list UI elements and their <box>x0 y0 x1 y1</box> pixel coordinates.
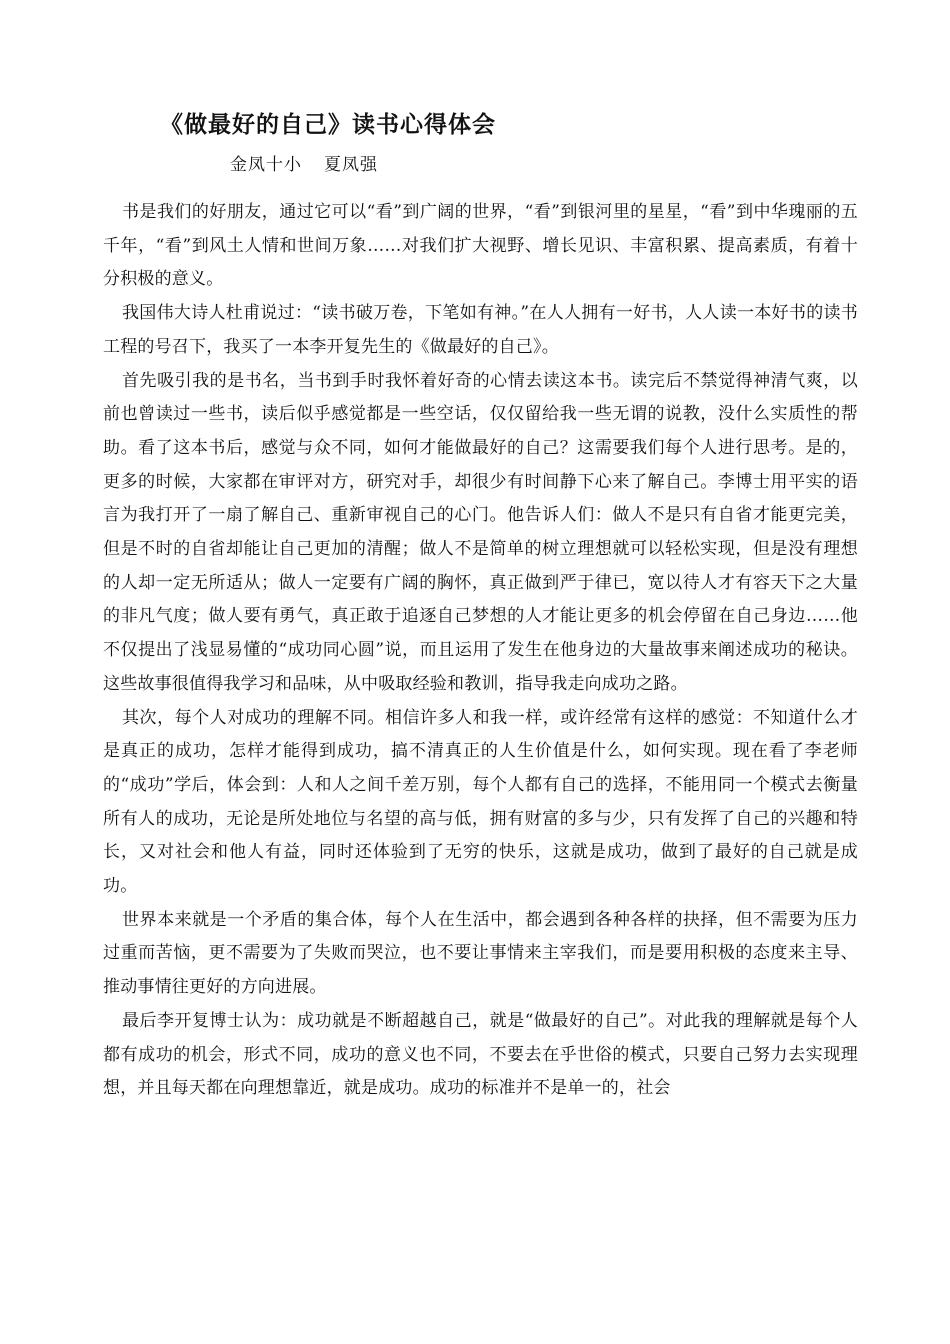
paragraph-4: 其次，每个人对成功的理解不同。相信许多人和我一样，或许经常有这样的感觉：不知道什么才是真正的成功，怎样才能得到成功，搞不清真正的人生价值是什么，如何实现。现在看了李老师的“成功”学后，体会到：人和人之间千差万别，每个人都有自己的选择，不能用同一个模式去衡量所有人的成功，无论是所处地位与名望的高与低，拥有财富的多与少，只有发挥了自己的兴趣和特长，又对社会和他人有益，同时还体验到了无穷的快乐，这就是成功，做到了最好的自己就是成功。 <box>103 707 858 897</box>
paragraph-6: 最后李开复博士认为：成功就是不断超越自己，就是“做最好的自己”。对此我的理解就是每个人都有成功的机会，形式不同，成功的意义也不同，不要去在乎世俗的模式，只要自己努力去实现理想，并且每天都在向理想靠近，就是成功。成功的标准并不是单一的，社会 <box>103 1010 858 1099</box>
author-name: 夏凤强 <box>324 155 378 175</box>
article-body <box>103 196 858 1106</box>
paragraph-2: 我国伟大诗人杜甫说过：“读书破万卷，下笔如有神。”在人人拥有一好书，人人读一本好书的读书工程的号召下，我买了一本李开复先生的《做最好的自己》。 <box>103 303 858 357</box>
paragraph-3: 首先吸引我的是书名，当书到手时我怀着好奇的心情去读这本书。读完后不禁觉得神清气爽，以前也曾读过一些书，读后似乎感觉都是一些空话，仅仅留给我一些无谓的说教，没什么实质性的帮助。看了这本书后，感觉与众不同，如何才能做最好的自己？这需要我们每个人进行思考。是的，更多的时候，大家都在审评对方，研究对手，却很少有时间静下心来了解自己。李博士用平实的语言为我打开了一扇了解自己、重新审视自己的心门。他告诉人们：做人不是只有自省才能更完美，但是不时的自省却能让自己更加的清醒；做人不是简单的树立理想就可以轻松实现，但是没有理想的人却一定无所适从；做人一定要有广阔的胸怀，真正做到严于律已，宽以待人才有容天下之大量的非凡气度；做人要有勇气，真正敢于追逐自己梦想的人才能让更多的机会停留在自己身边……他不仅提出了浅显易懂的“成功同心圆”说，而且运用了发生在他身边的大量故事来阐述成功的秘诀。这些故事很值得我学习和品味，从中吸取经验和教训，指导我走向成功之路。 <box>103 370 858 694</box>
page-title: 《做最好的自己》读书心得体会 <box>160 112 496 138</box>
author-school: 金凤十小 <box>230 155 302 175</box>
paragraph-5: 世界本来就是一个矛盾的集合体，每个人在生活中，都会遇到各种各样的抉择，但不需要为压力过重而苦恼，更不需要为了失败而哭泣，也不要让事情来主宰我们，而是要用积极的态度来主导、推动事情往更好的方向进展。 <box>103 909 858 998</box>
paragraph-1: 书是我们的好朋友，通过它可以“看”到广阔的世界，“看”到银河里的星星，“看”到中华瑰丽的五千年，“看”到风土人情和世间万象……对我们扩大视野、增长见识、丰富积累、提高素质，有着十分积极的意义。 <box>103 202 858 290</box>
author-line <box>230 150 378 175</box>
